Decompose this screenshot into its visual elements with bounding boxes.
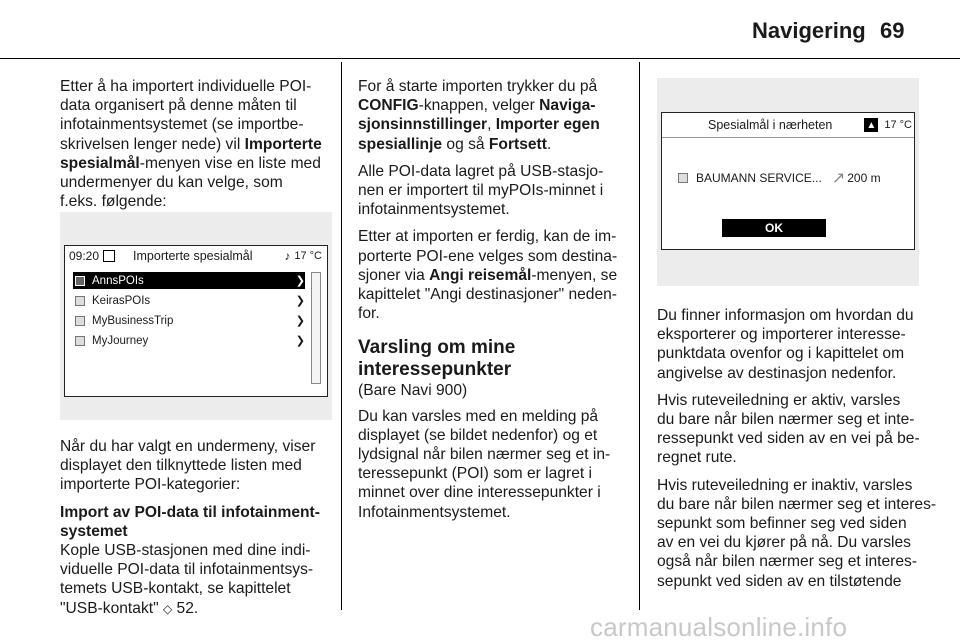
list-item[interactable]: KeirasPOIs ❯ [73,292,305,309]
list-item[interactable]: AnnsPOIs ❯ [73,272,305,289]
poi-distance: 200 m [847,171,881,185]
poi-icon [678,173,688,183]
page-ref-icon: ◇ [162,601,173,616]
status-check-icon [103,250,115,262]
chevron-right-icon: ❯ [295,275,305,287]
display-screen [661,112,915,250]
paragraph: Kople USB-stasjonen med dine indi- viduelle POI-data til infotainmentsys- temets USB-kontakt, se kapittelet "USB-kontakt" ◇ 52. [60,542,314,617]
list-item-icon [75,336,85,346]
direction-arrow-icon: ↗ [831,170,846,187]
list-item[interactable]: MyJourney ❯ [73,332,305,349]
ok-button[interactable]: OK [722,219,826,237]
temperature: 17 °C [884,119,912,131]
section-heading: Varsling om mine interessepunkter [358,337,516,381]
paragraph: Etter å ha importert individuelle POI- data organisert på denne måten til infotainmentsystemet (se importbe- skrivelsen lenger nede) vil Importerte spesialmål-menyen vise en liste med undermenyer du kan velge, som f.eks. følgende: [60,78,322,211]
paragraph: Etter at importen er ferdig, kan de im- porterte POI-ene velges som destina- sjoner via Angi reisemål-menyen, se kapittelet "Angi destinasjoner" neden- for. [358,228,618,323]
list-item[interactable]: MyBusinessTrip ❯ [73,312,305,329]
column-1-lower [60,437,332,619]
paragraph: Du finner informasjon om hvordan du eksporterer og importerer interesse- punktdata ovenfor og i kapittelet om angivelse av destinasjon nedenfor. [657,307,914,382]
display-screen [64,245,328,397]
screen-title-bar [662,113,914,138]
header-divider [0,58,960,59]
paragraph: For å starte importen trykker du på CONFIG-knappen, velger Naviga- sjonsinnstillinger, Importer egen spesiallinje og så Fortsett. [358,78,600,153]
chevron-right-icon: ❯ [295,335,305,347]
list-item-icon [75,276,85,286]
poi-name: BAUMANN SERVICE... [696,171,822,185]
watermark: carmanualsonline.info [590,612,848,642]
list-item-icon [75,316,85,326]
screen-title: Spesialmål i nærheten [708,118,833,132]
page-header-title: Navigering [752,18,866,43]
column-2 [358,77,630,522]
paragraph: Hvis ruteveiledning er aktiv, varsles du bare når bilen nærmer seg et inte- ressepunkt ved siden av en vei på be- regnet rute. [657,391,920,467]
column-3 [657,306,957,591]
subheading: Import av POI-data til infotainment- systemet [60,503,320,540]
column-divider [639,62,640,610]
scrollbar[interactable] [311,272,321,384]
screen-figure-poi-alert [657,78,919,286]
screen-title: Importerte spesialmål [133,249,253,263]
poi-alert-row [676,169,900,187]
column-1 [60,77,328,211]
paragraph: Du kan varsles med en melding på displayet (se bildet nedenfor) og et lydsignal når bilen nærmer seg et in- teressepunkt (POI) som er lagret i minnet over dine interessepunkter i Infotainmentsystemet. [358,407,611,521]
music-note-icon: ♪ [284,249,291,263]
paragraph: Når du har valgt en undermeny, viser displayet den tilknyttede listen med importerte POI-kategorier: [60,438,316,494]
paragraph: Hvis ruteveiledning er inaktiv, varsles du bare når bilen nærmer seg et interes- sepunkt som befinner seg ved siden av en vei du kjører på nå. Du varsles også når bilen nærmer seg et interes- sepunkt ved siden av en tilstøtende [657,476,937,590]
warning-icon: ▲ [864,118,878,132]
screen-figure-poi-list [60,212,332,420]
note: (Bare Navi 900) [358,382,468,400]
screen-title-bar [65,246,327,266]
paragraph: Alle POI-data lagret på USB-stasjo- nen er importert til myPOIs-minnet i infotainmentsystemet. [358,162,604,219]
chevron-right-icon: ❯ [295,315,305,327]
clock: 09:20 [69,249,100,263]
page-number: 69 [880,18,905,43]
column-divider [341,62,342,610]
chevron-right-icon: ❯ [295,295,305,307]
temperature: 17 °C [294,250,322,262]
list-item-icon [75,296,85,306]
